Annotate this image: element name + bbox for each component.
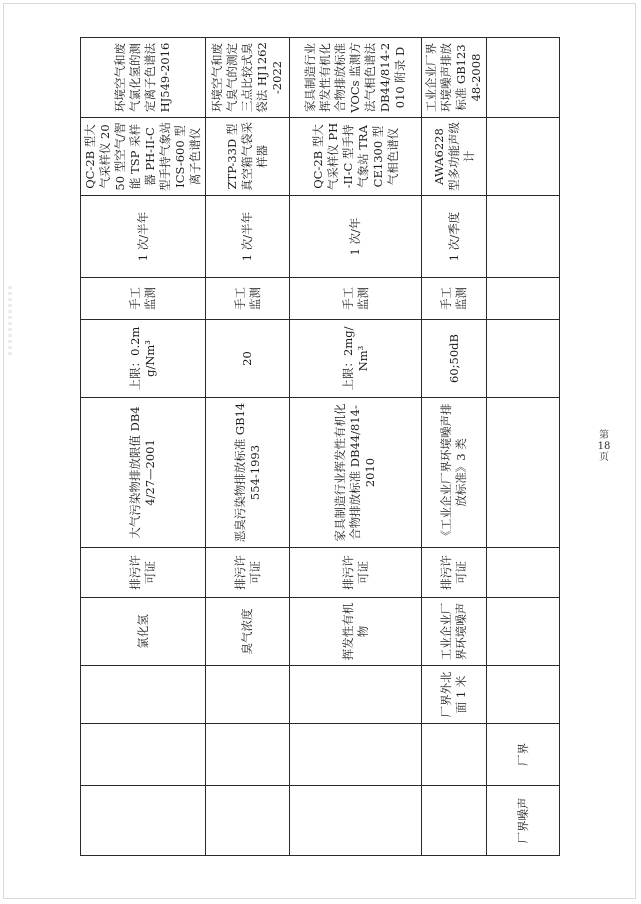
cell-instrument: QC-2B 型大气采样仪 PH-II-C 型手持气象站 TRACE1300 型气相色谱仪 <box>290 118 422 196</box>
cell-frequency: 1 次/半年 <box>81 196 206 278</box>
cell-pollutant: 挥发性有机物 <box>290 598 422 666</box>
cell-analysis-method: 环境空气和废气氯化氢的测定离子色谱法 HJ549-2016 <box>81 38 206 118</box>
cell <box>206 724 290 786</box>
cell <box>81 786 206 856</box>
cell-basis: 排污许可证 <box>290 548 422 598</box>
cell-basis: 排污许可证 <box>206 548 290 598</box>
cell-instrument: QC-2B 型大气采样仪 2050 型空气/智能 TSP 采样器 PH-II-C 型手持气象站 ICS-600 型离子色谱仪 <box>81 118 206 196</box>
cell-limit: 上限：0.2mg/Nm³ <box>81 320 206 398</box>
cell-method-type: 手工监测 <box>290 278 422 320</box>
cell-instrument: ZTP-33D 型真空箱气袋采样器 <box>206 118 290 196</box>
cell-basis: 排污许可证 <box>422 548 487 598</box>
cell-method-type: 手工监测 <box>422 278 487 320</box>
page-number: 第18页 <box>597 430 611 463</box>
table-row <box>206 38 290 856</box>
cell <box>290 666 422 724</box>
cell-standard: 《工业企业厂界环境噪声排放标准》3 类 <box>422 398 487 548</box>
cell <box>422 786 487 856</box>
cell-category: 厂界噪声 <box>487 786 560 856</box>
cell-method-type: 手工监测 <box>81 278 206 320</box>
cell-basis: 排污许可证 <box>81 548 206 598</box>
cell-limit: 上限：2mg/Nm³ <box>290 320 422 398</box>
cell-analysis-method: 工业企业厂界环境噪声排放标准 GB12348-2008 <box>422 38 487 118</box>
cell <box>487 548 560 598</box>
monitoring-table <box>80 37 560 856</box>
cell-point: 厂界 <box>487 724 560 786</box>
cell-analysis-method: 家具制造行业挥发性有机化合物排放标准 VOCs 监测方法气相色谱法 DB44/814-2010 附录 D <box>290 38 422 118</box>
cell <box>487 598 560 666</box>
cell <box>81 666 206 724</box>
scan-edge-mark <box>8 286 12 356</box>
cell-standard: 恶臭污染物排放标准 GB14554-1993 <box>206 398 290 548</box>
cell <box>206 786 290 856</box>
table-row <box>422 38 487 856</box>
cell <box>487 398 560 548</box>
cell <box>81 724 206 786</box>
cell-frequency: 1 次/季度 <box>422 196 487 278</box>
cell <box>487 278 560 320</box>
rotated-table-area <box>80 38 549 856</box>
cell-standard: 家具制造行业挥发性有机化合物排放标准 DB44/814-2010 <box>290 398 422 548</box>
cell-frequency: 1 次/年 <box>290 196 422 278</box>
rotated-table-container <box>80 38 549 856</box>
cell-method-type: 手工监测 <box>206 278 290 320</box>
cell <box>487 118 560 196</box>
table-row <box>81 38 206 856</box>
cell <box>206 666 290 724</box>
cell <box>290 724 422 786</box>
cell-standard: 大气污染物排放限值 DB44/27—2001 <box>81 398 206 548</box>
cell-frequency: 1 次/半年 <box>206 196 290 278</box>
cell <box>487 196 560 278</box>
cell-limit: 20 <box>206 320 290 398</box>
cell <box>290 786 422 856</box>
table-row <box>290 38 422 856</box>
cell-pollutant: 工业企业厂界环境噪声 <box>422 598 487 666</box>
cell-pollutant: 氯化氢 <box>81 598 206 666</box>
cell <box>487 320 560 398</box>
table-row <box>487 38 560 856</box>
cell-pollutant: 臭气浓度 <box>206 598 290 666</box>
cell-limit: 60;50dB <box>422 320 487 398</box>
cell-location: 厂界外北面 1 米 <box>422 666 487 724</box>
cell-instrument: AWA6228 型多功能声级计 <box>422 118 487 196</box>
cell <box>422 724 487 786</box>
cell-analysis-method: 环境空气和废气臭气的测定三点比较式臭袋法 HJ1262-2022 <box>206 38 290 118</box>
cell <box>487 666 560 724</box>
cell <box>487 38 560 118</box>
